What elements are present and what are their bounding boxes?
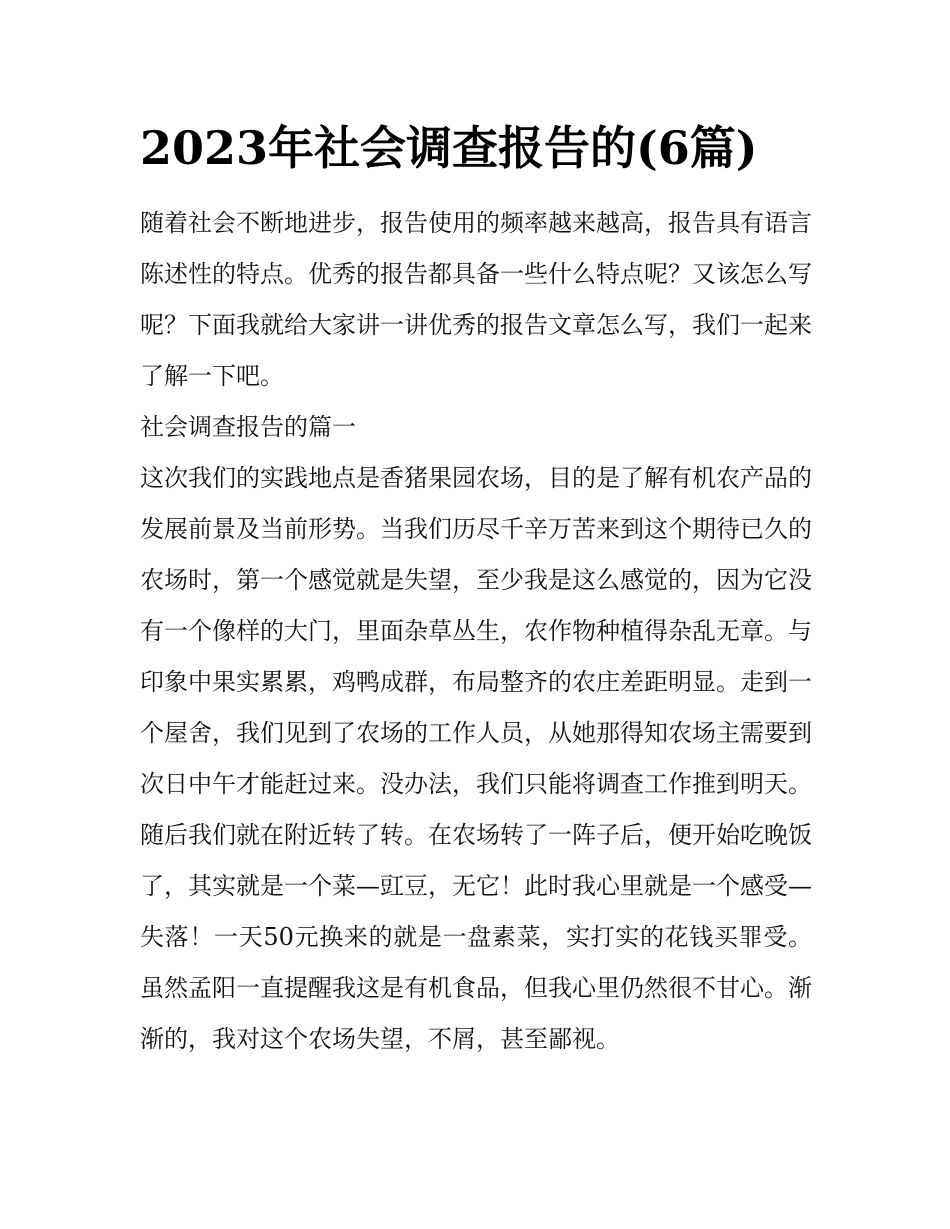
section-paragraph: 这次我们的实践地点是香猪果园农场，目的是了解有机农产品的发展前景及当前形势。当我们历尽千辛万苦来到这个期待已久的农场时，第一个感觉就是失望，至少我是这么感觉的，因为它没有一个像样的大门，里面杂草丛生，农作物种植得杂乱无章。与印象中果实累累，鸡鸭成群，布局整齐的农庄差距明显。走到一个屋舍，我们见到了农场的工作人员，从她那得知农场主需要到次日中午才能赶过来。没办法，我们只能将调查工作推到明天。随后我们就在附近转了转。在农场转了一阵子后，便开始吃晚饭了，其实就是一个菜—豇豆，无它！此时我心里就是一个感受—失落！一天50元换来的就是一盘素菜，实打实的花钱买罪受。虽然孟阳一直提醒我这是有机食品，但我心里仍然很不甘心。渐渐的，我对这个农场失望，不屑，甚至鄙视。 <box>140 464 812 1053</box>
intro-paragraph: 随着社会不断地进步，报告使用的频率越来越高，报告具有语言陈述性的特点。优秀的报告都具备一些什么特点呢？又该怎么写呢？下面我就给大家讲一讲优秀的报告文章怎么写，我们一起来了解一下吧。 <box>140 209 812 390</box>
document-title: 2023年社会调查报告的(6篇) <box>140 121 758 175</box>
document-content <box>140 118 812 1065</box>
document-body <box>140 198 812 1065</box>
section-heading: 社会调查报告的篇一 <box>140 413 356 441</box>
